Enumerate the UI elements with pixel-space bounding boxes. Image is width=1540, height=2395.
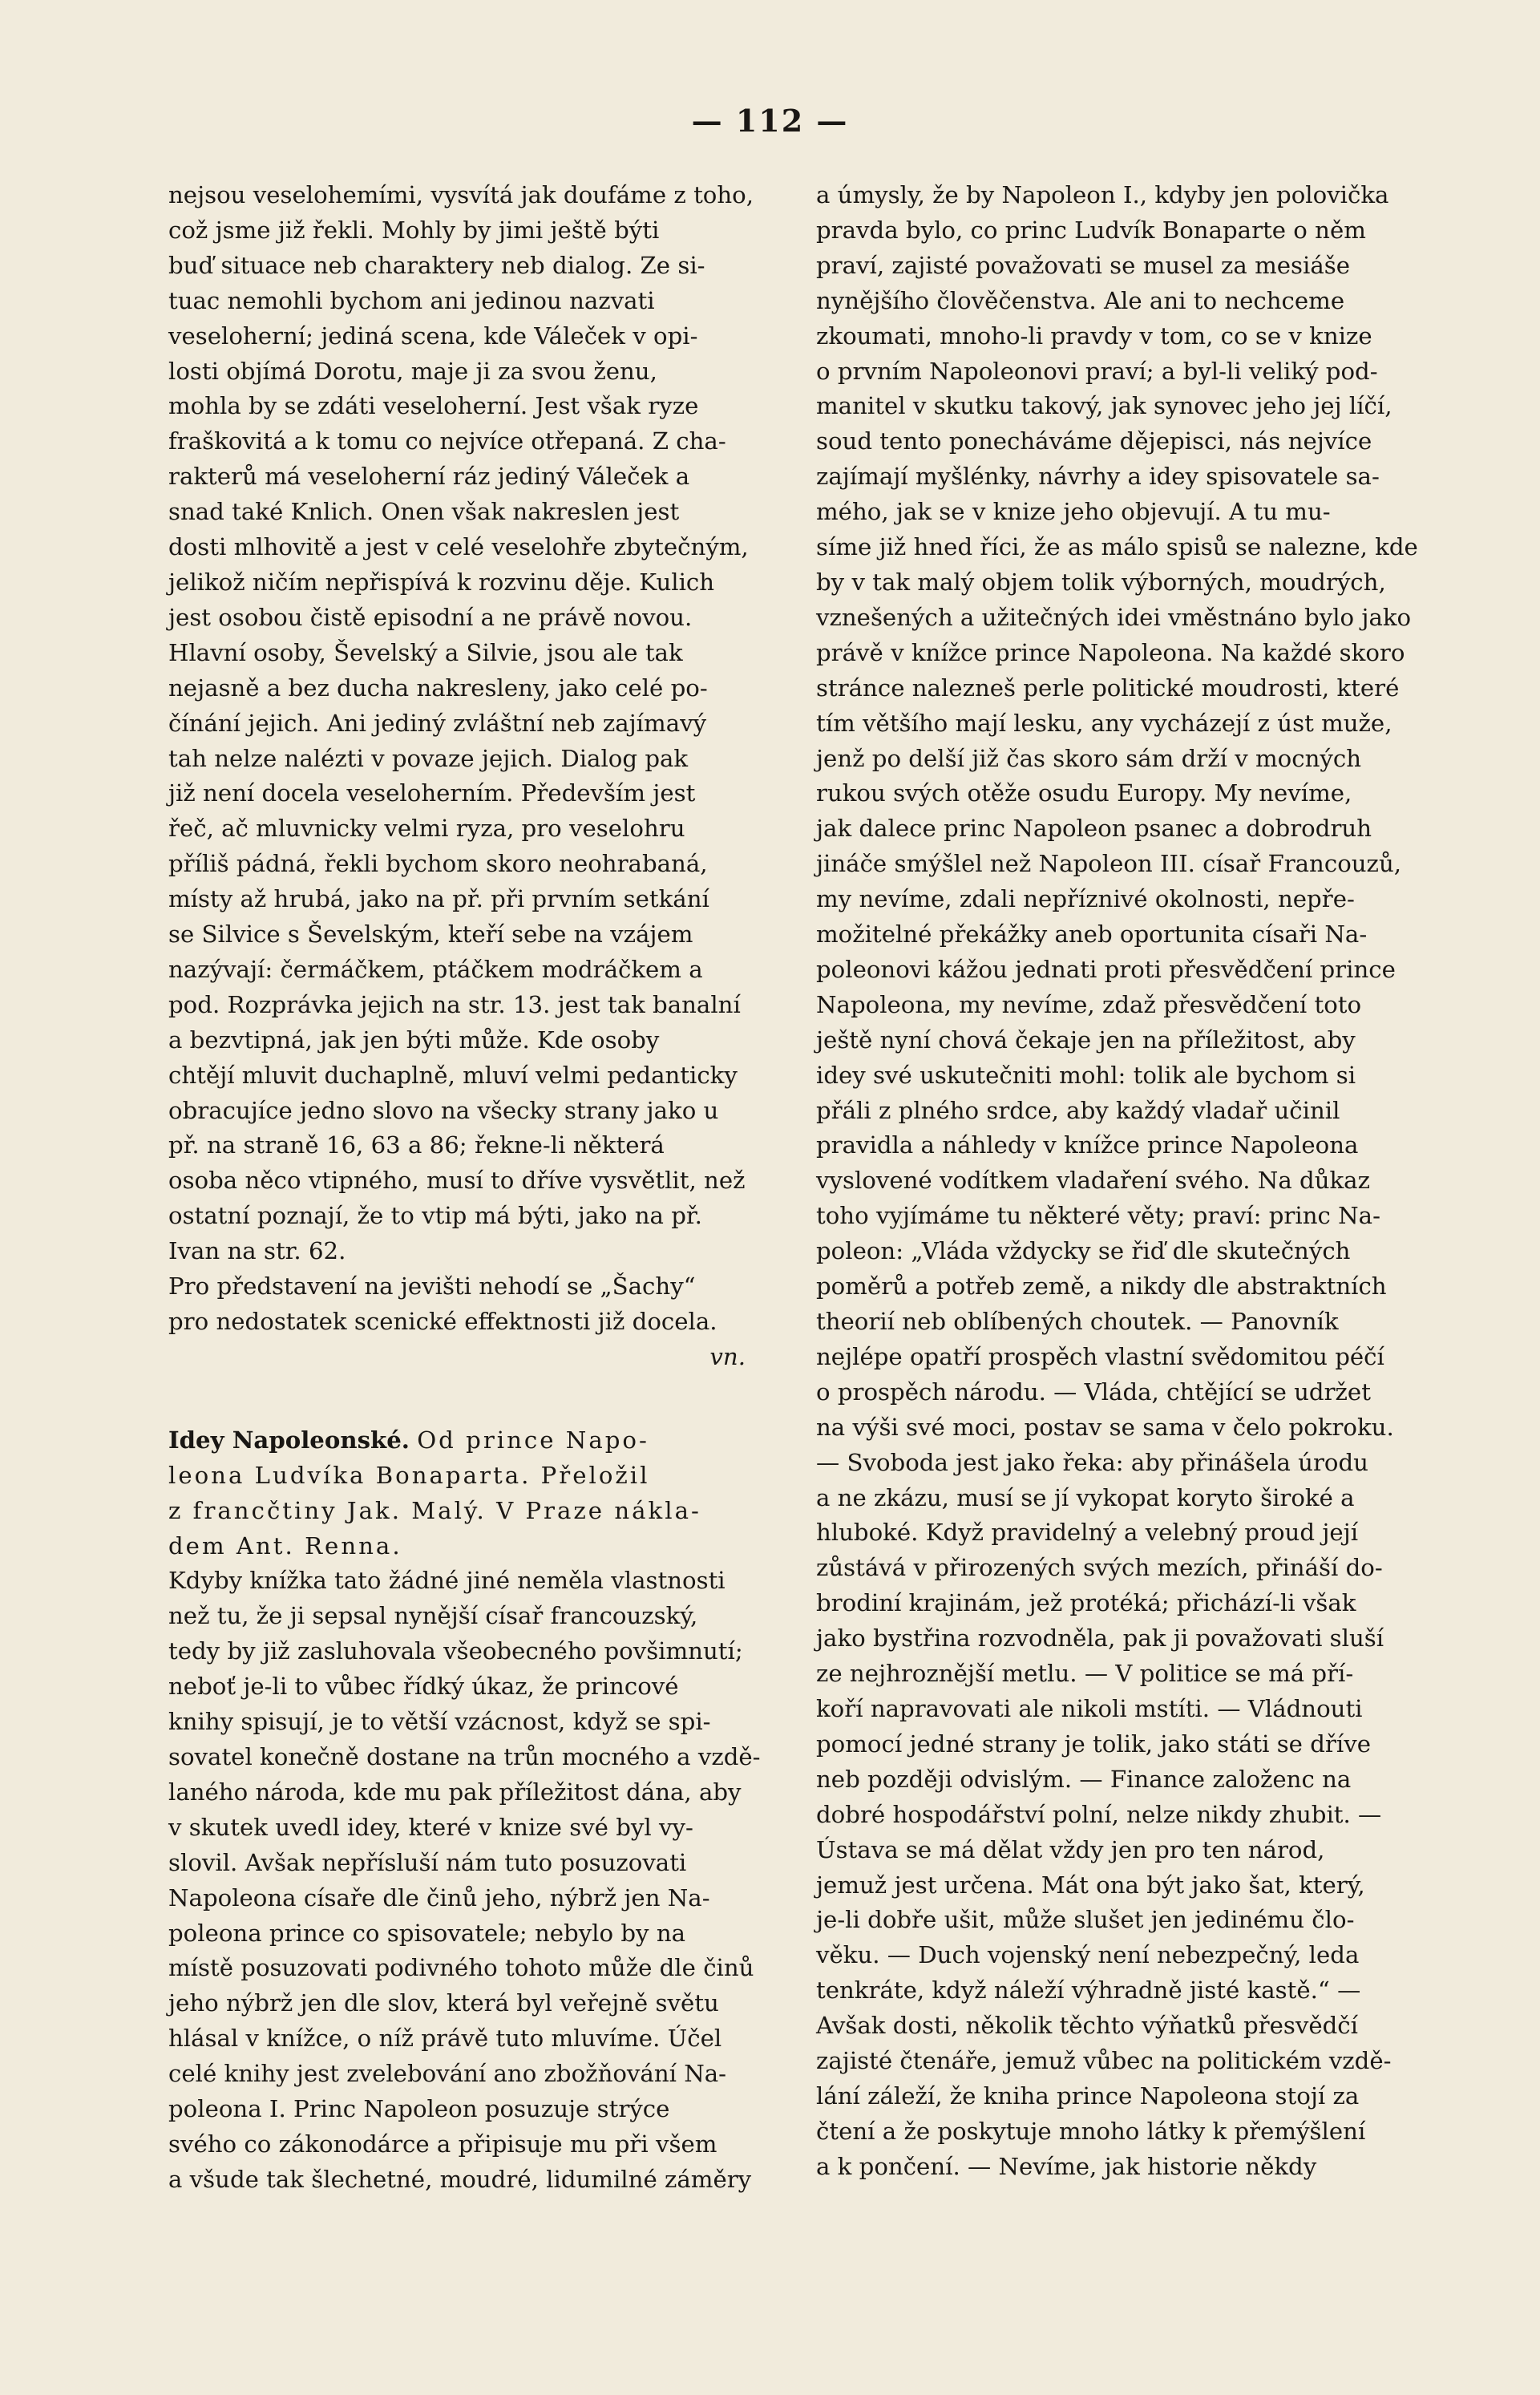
text-line: — Svoboda jest jako řeka: aby přinášela úrodu (816, 1448, 1368, 1476)
text-line: brodiní krajinám, jež protéká; přichází-li však (816, 1589, 1356, 1617)
text-line: Napoleona císaře dle činů jeho, nýbrž jen Na- (168, 1883, 710, 1912)
text-line: dosti mlhovitě a jest v celé veselohře zbytečným, (168, 533, 749, 561)
text-line: celé knihy jest zvelebování ano zbožňování Na- (168, 2060, 727, 2088)
review-title (168, 1423, 778, 1564)
text-line: a ne zkázu, musí se jí vykopat koryto široké a (816, 1483, 1355, 1511)
text-line: poměrů a potřeb země, a nikdy dle abstraktních (816, 1272, 1387, 1301)
text-line: Kdyby knížka tato žádné jiné neměla vlastnosti (168, 1567, 726, 1595)
text-line: snad také Knlich. Onen však nakreslen jest (168, 498, 680, 526)
text-line: mého, jak se v knize jeho objevují. A tu mu- (816, 498, 1331, 526)
text-line: řeč, ač mluvnicky velmi ryza, pro veselohru (168, 815, 685, 843)
text-line: př. na straně 16, 63 a 86; řekne-li některá (168, 1131, 665, 1159)
text-line: a k pončení. — Nevíme, jak historie někdy (816, 2152, 1317, 2180)
text-line: nejlépe opatří prospěch vlastní svědomitou péčí (816, 1342, 1384, 1370)
text-line: tenkráte, když náleží výhradně jisté kastě.“ — (816, 1976, 1361, 2005)
text-line: obracujíce jedno slovo na všecky strany jako u (168, 1096, 719, 1124)
text-line: tah nelze nalézti v povaze jejich. Dialog pak (168, 744, 689, 772)
text-line: lání záleží, že kniha prince Napoleona stojí za (816, 2081, 1360, 2110)
text-line: jako bystřina rozvodněla, pak ji považovati sluší (816, 1624, 1384, 1653)
text-line: jest osobou čistě episodní a ne právě novou. (168, 603, 693, 631)
text-line: nynějšího člověčenstva. Ale ani to nechceme (816, 286, 1345, 314)
text-line: stránce nalezneš perle politické moudrosti, které (816, 674, 1400, 702)
text-line: pomocí jedné strany je tolik, jako státi se dříve (816, 1729, 1371, 1758)
text-line: manitel v skutku takový, jak synovec jeho jej líčí, (816, 392, 1392, 420)
review-signature: vn. (709, 1342, 746, 1370)
text-line: a úmysly, že by Napoleon I., kdyby jen polovička (816, 181, 1389, 208)
text-line: věku. — Duch vojenský není nebezpečný, leda (816, 1941, 1360, 1969)
text-line: losti objímá Dorotu, maje ji za svou ženu, (168, 357, 657, 385)
text-line: jak dalece princ Napoleon psanec a dobrodruh (816, 815, 1372, 843)
text-line: nejsou veselohemími, vysvítá jak doufáme z toho, (168, 181, 754, 208)
text-line: Hlavní osoby, Ševelský a Silvie, jsou ale tak (168, 638, 683, 666)
text-line: a bezvtipná, jak jen býti může. Kde osoby (168, 1026, 660, 1054)
review-title-line-4: dem Ant. Renna. (168, 1531, 402, 1560)
review-title-line-1 (168, 1423, 778, 1458)
text-line: ještě nyní chová čekaje jen na příležitost, aby (816, 1026, 1356, 1054)
text-line: by v tak malý objem tolik výborných, moudrých, (816, 568, 1386, 596)
text-line: tuac nemohli bychom ani jedinou nazvati (168, 286, 655, 314)
text-line: idey své uskutečniti mohl: tolik ale bychom si (816, 1061, 1356, 1089)
text-line: veseloherní; jediná scena, kde Váleček v opi- (168, 322, 698, 350)
text-line: než tu, že ji sepsal nynější císař francouzský, (168, 1602, 698, 1630)
text-line: jenž po delší již čas skoro sám drží v mocných (816, 744, 1362, 772)
text-line: poleonovi kážou jednati proti přesvědčení prince (816, 955, 1396, 983)
text-line: hlásal v knížce, o níž právě tuto mluvíme. Účel (168, 2025, 722, 2053)
text-line: soud tento ponecháváme dějepisci, nás nejvíce (816, 427, 1372, 455)
text-line: jemuž jest určena. Mát ona být jako šat, který, (816, 1871, 1365, 1899)
text-line: nejasně a bez ducha nakresleny, jako celé po- (168, 674, 708, 702)
text-line: Pro představení na jevišti nehodí se „Šachy“ (168, 1272, 696, 1301)
text-line: zajímají myšlénky, návrhy a idey spisovatele sa- (816, 463, 1380, 491)
text-line: v skutek uvedl idey, které v knize své byl vy- (168, 1813, 693, 1841)
text-line: osoba něco vtipného, musí to dříve vysvětlit, než (168, 1167, 746, 1195)
text-line: již není docela veseloherním. Především jest (168, 779, 696, 807)
text-line: pravda bylo, co princ Ludvík Bonaparte o něm (816, 216, 1366, 244)
text-line: zkoumati, mnoho-li pravdy v tom, co se v knize (816, 322, 1372, 350)
review-title-first-line: Od prince Napo- (417, 1426, 649, 1454)
review-title-line-2: leona Ludvíka Bonaparta. Přeložil (168, 1461, 650, 1489)
review-title-line-3: z francčtiny Jak. Malý. V Praze náklа- (168, 1496, 701, 1524)
text-line: což jsme již řekli. Mohly by jimi ještě býti (168, 216, 660, 244)
text-line: místě posuzovati podivného tohoto může dle činů (168, 1954, 754, 1982)
text-line: sovatel konečně dostane na trůn mocného a vzdě- (168, 1742, 761, 1770)
text-line: čtení a že poskytuje mnoho látky k přemýšlení (816, 2117, 1366, 2145)
review-title-heading: Idey Napoleonské. (168, 1426, 410, 1454)
text-line: knihy spisují, je to větší vzácnost, když se spi- (168, 1708, 711, 1736)
page-number: — 112 — (691, 103, 849, 139)
text-line: koří napravovati ale nikoli mstíti. — Vládnouti (816, 1694, 1363, 1722)
text-line: laného národa, kde mu pak příležitost dána, aby (168, 1778, 742, 1806)
left-column (168, 178, 778, 2198)
text-line: theorií neb oblíbených choutek. — Panovník (816, 1308, 1339, 1335)
text-line: o prvním Napoleonovi praví; a byl-li veliký pod- (816, 357, 1378, 385)
text-line: síme již hned říci, že as málo spisů se nalezne, kde (816, 533, 1418, 561)
text-line: buď situace neb charaktery neb dialog. Ze si- (168, 251, 705, 279)
text-line: možitelné překážky aneb oportunita císaři Na- (816, 920, 1368, 949)
text-line: poleona prince co spisovatele; nebylo by na (168, 1919, 686, 1947)
text-line: tím většího mají lesku, any vycházejí z úst muže, (816, 709, 1392, 737)
right-column (816, 178, 1425, 2185)
text-line: poleon: „Vláda vždycky se řiď dle skutečných (816, 1237, 1351, 1265)
text-line: Avšak dosti, několik těchto výňatků přesvědčí (816, 2012, 1358, 2040)
text-line: svého co zákonodárce a připisuje mu při všem (168, 2130, 717, 2158)
text-line: hluboké. Když pravidelný a velebný proud její (816, 1519, 1359, 1547)
text-line: ze nejhroznější metlu. — V politice se má pří- (816, 1660, 1354, 1688)
text-line: Ústava se má dělat vždy jen pro ten národ, (816, 1835, 1325, 1863)
text-line: na výši své moci, postav se sama v čelo pokroku. (816, 1413, 1394, 1441)
text-line: a všude tak šlechetné, moudré, lidumilné záměry (168, 2165, 752, 2193)
text-line: zůstává v přirozených svých mezích, přináší do- (816, 1554, 1383, 1582)
text-line: rakterů má veseloherní ráz jediný Váleček a (168, 463, 690, 491)
text-line: toho vyjímáme tu některé věty; praví: princ Na- (816, 1202, 1380, 1230)
text-line: ostatní poznají, že to vtip má býti, jako na př. (168, 1202, 702, 1230)
text-line: vyslovené vodítkem vladaření svého. Na důkaz (816, 1167, 1370, 1195)
text-line: zajisté čtenáře, jemuž vůbec na politickém vzdě- (816, 2047, 1392, 2075)
text-line: Ivan na str. 62. (168, 1237, 346, 1265)
review-continuation (168, 178, 778, 1340)
text-line: tedy by již zasluhovala všeobecného povšimnutí; (168, 1637, 743, 1665)
text-line: mohla by se zdáti veseloherní. Jest však ryze (168, 392, 699, 420)
text-line: je-li dobře ušit, může slušet jen jedinému člo- (816, 1906, 1355, 1934)
text-line: přáli z plného srdce, aby každý vladař učinil (816, 1096, 1340, 1124)
text-line: my nevíme, zdali nepříznivé okolnosti, nepře- (816, 885, 1355, 913)
text-line: pro nedostatek scenické effektnosti již docela. (168, 1308, 717, 1335)
text-line: o prospěch národu. — Vláda, chtějící se udržet (816, 1378, 1371, 1406)
text-line: čínání jejich. Ani jediný zvláštní neb zajímavý (168, 709, 707, 737)
text-line: pravidla a náhledy v knížce prince Napoleona (816, 1131, 1359, 1159)
text-line: chtějí mluvit duchaplně, mluví velmi pedanticky (168, 1061, 738, 1089)
text-line: příliš pádná, řekli bychom skoro neohrabaná, (168, 850, 708, 878)
text-line: právě v knížce prince Napoleona. Na každé skoro (816, 638, 1405, 666)
text-line: jelikož ničím nepřispívá k rozvinu děje. Kulich (168, 568, 715, 596)
review-body (168, 1564, 778, 2197)
text-line: neb později odvislým. — Finance založenc na (816, 1765, 1352, 1793)
text-line: nazývají: čermáčkem, ptáčkem modráčkem a (168, 955, 703, 983)
text-line: dobré hospodářství polní, nelze nikdy zhubit. — (816, 1800, 1382, 1828)
text-line: fraškovitá a k tomu co nejvíce otřepaná. Z cha- (168, 427, 726, 455)
text-line: poleona I. Princ Napoleon posuzuje strýce (168, 2095, 670, 2123)
text-line: neboť je-li to vůbec řídký úkaz, že princové (168, 1673, 679, 1701)
text-line: Napoleona, my nevíme, zdaž přesvědčení toto (816, 990, 1362, 1018)
text-line: slovil. Avšak nepřísluší nám tuto posuzovati (168, 1848, 687, 1876)
text-line: pod. Rozprávka jejich na str. 13. jest tak banalní (168, 990, 741, 1018)
section-gap (168, 1375, 778, 1423)
text-line: rukou svých otěže osudu Europy. My nevíme, (816, 779, 1352, 807)
text-line: se Silvice s Ševelským, kteří sebe na vzájem (168, 920, 693, 949)
text-line: vznešených a užitečných idei vměstnáno bylo jako (816, 603, 1412, 631)
text-line: jeho nýbrž jen dle slov, která byl veřejně světu (168, 1989, 719, 2017)
text-line: místy až hrubá, jako na př. při prvním setkání (168, 885, 709, 913)
text-line: jináče smýšlel než Napoleon III. císař Francouzů, (816, 850, 1402, 878)
text-line: praví, zajisté považovati se musel za mesiáše (816, 251, 1351, 279)
